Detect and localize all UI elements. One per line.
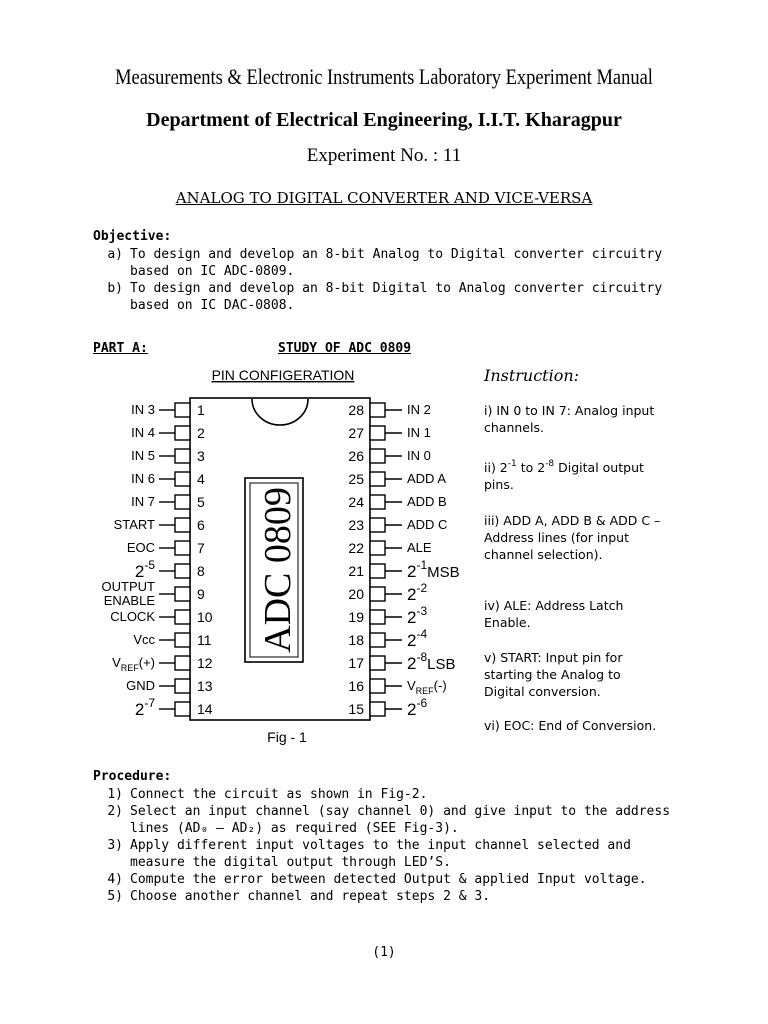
pin-number: 10 — [197, 609, 213, 625]
pin-number: 8 — [197, 563, 205, 579]
pin-pad — [175, 426, 190, 440]
pin-pad — [370, 495, 385, 509]
pin-23 — [348, 517, 447, 533]
pin-label: $V_{REF}(-)$ — [407, 678, 447, 696]
list-text: Connect the circuit as shown in Fig-2. — [130, 787, 428, 802]
pin-number: 25 — [348, 471, 364, 487]
instruction-ii-text: to 2 — [516, 460, 546, 475]
pin-10 — [110, 609, 213, 625]
pin-number: 17 — [348, 655, 364, 671]
pin-number: 13 — [197, 678, 213, 694]
pin-number: 14 — [197, 701, 213, 717]
list-marker: 4) — [107, 872, 123, 887]
list-item — [93, 837, 683, 871]
pin-label: IN 4 — [131, 425, 155, 440]
pin-label: IN 2 — [407, 402, 431, 417]
pin-label-subscript: REF — [415, 686, 434, 696]
pin-pad — [370, 610, 385, 624]
pin-label-exponent: -4 — [416, 627, 428, 641]
procedure-heading: Procedure: — [93, 769, 172, 784]
list-text: Apply different input voltages to the input channel selected and measure the digital output through LED’S. — [130, 838, 631, 870]
pin-label-exponent: -3 — [416, 604, 428, 618]
pin-pad — [370, 541, 385, 555]
objective-heading: Objective: — [93, 229, 172, 244]
pin-number: 24 — [348, 494, 364, 510]
pin-label: $2^{-5}$ — [134, 558, 155, 581]
pin-label: IN 6 — [131, 471, 155, 486]
pin-28 — [348, 402, 430, 418]
list-item — [93, 871, 683, 888]
list-item — [93, 786, 683, 803]
list-item — [93, 803, 683, 837]
pin-16 — [348, 678, 446, 696]
pin-label: EOC — [126, 540, 155, 555]
pin-pad — [175, 679, 190, 693]
pin-label: CLOCK — [110, 609, 155, 624]
figure-title: PIN CONFIGERATION — [211, 367, 355, 383]
pin-label: $2^{-4}$ — [407, 627, 428, 650]
instruction-ii-text: ii) 2 — [484, 460, 508, 475]
pin-label-exponent: -2 — [416, 581, 428, 595]
pin-pad — [175, 587, 190, 601]
pin-number: 4 — [197, 471, 205, 487]
pin-number: 16 — [348, 678, 364, 694]
page-number: (1) — [372, 945, 396, 960]
pin-pad — [370, 403, 385, 417]
pin-label: $V_{REF}(+)$ — [112, 655, 155, 673]
pin-pad — [370, 449, 385, 463]
pin-12 — [112, 655, 213, 673]
manual-title: Measurements & Electronic Instruments Laboratory Experiment Manual — [115, 64, 653, 89]
pin-label-suffix: LSB — [427, 656, 456, 673]
pin-number: 21 — [348, 563, 364, 579]
list-marker: 3) — [107, 838, 123, 853]
pin-label-exponent: -8 — [416, 650, 428, 664]
part-a-title: STUDY OF ADC 0809 — [278, 341, 412, 356]
pin-number: 7 — [197, 540, 205, 556]
pin-label-exponent: -1 — [416, 558, 428, 572]
list-text: To design and develop an 8-bit Analog to Digital converter circuitry based on IC ADC-0809. — [130, 247, 663, 279]
pin-pad — [175, 518, 190, 532]
pin-label: $2^{-7}$ — [134, 696, 155, 719]
list-marker: 1) — [107, 787, 123, 802]
pin-label-exponent: -6 — [416, 696, 428, 710]
pin-22 — [348, 540, 431, 556]
pin-label-suffix: (+) — [138, 655, 155, 670]
pin-number: 5 — [197, 494, 205, 510]
pin-pad — [175, 656, 190, 670]
figure-caption: Fig - 1 — [267, 729, 307, 745]
pin-label: START — [113, 517, 155, 532]
list-item — [93, 888, 683, 905]
pin-number: 18 — [348, 632, 364, 648]
pin-pad — [175, 702, 190, 716]
pin-number: 2 — [197, 425, 205, 441]
pin-26 — [348, 448, 430, 464]
pin-27 — [348, 425, 430, 441]
instruction-ii-exp2: -8 — [545, 459, 555, 469]
pin-13 — [126, 678, 213, 694]
instruction-iv: iv) ALE: Address Latch Enable. — [484, 598, 624, 630]
instruction-ii-exp1: -1 — [507, 459, 517, 469]
pin-pad — [370, 587, 385, 601]
chip-label: ADC 0809 — [257, 487, 299, 653]
pin-number: 27 — [348, 425, 364, 441]
list-marker: 2) — [107, 804, 123, 819]
pin-pad — [175, 403, 190, 417]
pin-pad — [175, 449, 190, 463]
pin-pad — [370, 472, 385, 486]
pin-label: IN 0 — [407, 448, 431, 463]
instruction-ii — [484, 459, 664, 493]
pin-number: 28 — [348, 402, 364, 418]
pin-number: 23 — [348, 517, 364, 533]
pin-label-suffix: (-) — [433, 678, 447, 693]
pin-pad — [370, 518, 385, 532]
pin-label: $2^{-2}$ — [407, 581, 428, 604]
list-marker: b) — [107, 281, 123, 296]
instruction-heading: Instruction: — [484, 366, 580, 385]
experiment-title: ANALOG TO DIGITAL CONVERTER AND VICE-VERSA — [175, 189, 593, 207]
list-text: Select an input channel (say channel 0) and give input to the address lines (AD₀ – AD₂) as required (SEE Fig-3). — [130, 804, 671, 836]
pin-number: 6 — [197, 517, 205, 533]
pin-label-line2: ENABLE — [103, 593, 155, 608]
part-a-label: PART A: — [93, 341, 148, 356]
pin-pad — [175, 633, 190, 647]
instruction-i: i) IN 0 to IN 7: Analog input channels. — [484, 403, 655, 435]
instruction-iii: iii) ADD A, ADD B & ADD C – Address lines (for input channel selection). — [484, 513, 661, 562]
experiment-number: Experiment No. : 11 — [306, 145, 462, 166]
pin-pad — [370, 702, 385, 716]
list-marker: 5) — [107, 889, 123, 904]
pin-label: ALE — [407, 540, 432, 555]
pin-number: 15 — [348, 701, 364, 717]
pin-number: 3 — [197, 448, 205, 464]
pin-number: 22 — [348, 540, 364, 556]
department-title: Department of Electrical Engineering, I.I.T. Kharagpur — [146, 109, 622, 131]
pin-24 — [348, 494, 446, 510]
list-text: To design and develop an 8-bit Digital to Analog converter circuitry based on IC DAC-0808. — [130, 281, 663, 313]
pin-number: 12 — [197, 655, 213, 671]
instruction-vi: vi) EOC: End of Conversion. — [484, 718, 657, 733]
pin-label-suffix: MSB — [427, 564, 460, 581]
pin-label-subscript: REF — [120, 663, 139, 673]
pin-number: 19 — [348, 609, 364, 625]
pin-pad — [370, 426, 385, 440]
list-text: Compute the error between detected Output & applied Input voltage. — [130, 872, 647, 887]
pin-label: $2^{-1}MSB$ — [407, 558, 460, 581]
pin-label: IN 1 — [407, 425, 431, 440]
pin-number: 1 — [197, 402, 205, 418]
pin-label: GND — [126, 678, 155, 693]
pin-pad — [175, 564, 190, 578]
pin-pad — [175, 541, 190, 555]
pin-number: 9 — [197, 586, 205, 602]
pin-label: $2^{-3}$ — [407, 604, 428, 627]
procedure-list — [93, 786, 683, 905]
pin-25 — [348, 471, 446, 487]
pin-pad — [175, 495, 190, 509]
pin-label: $2^{-6}$ — [407, 696, 428, 719]
pin-11 — [133, 632, 211, 648]
pin-label: IN 7 — [131, 494, 155, 509]
pin-label: ADD A — [407, 471, 447, 486]
pin-label: IN 5 — [131, 448, 155, 463]
pin-pad — [370, 656, 385, 670]
pin-label: IN 3 — [131, 402, 155, 417]
instruction-v: v) START: Input pin for starting the Analog to Digital conversion. — [484, 650, 623, 699]
pin-label: OUTPUT — [101, 579, 155, 594]
pin-pad — [370, 679, 385, 693]
pin-pad — [175, 472, 190, 486]
pin-number: 26 — [348, 448, 364, 464]
pin-label: $2^{-8}LSB$ — [407, 650, 456, 673]
pin-number: 20 — [348, 586, 364, 602]
pin-label-exponent: -7 — [144, 696, 155, 710]
pin-pad — [370, 564, 385, 578]
pin-label: ADD C — [407, 517, 448, 532]
pin-label: Vcc — [133, 632, 155, 647]
pin-number: 11 — [197, 632, 212, 648]
pin-label-exponent: -5 — [144, 558, 155, 572]
pin-label: ADD B — [407, 494, 447, 509]
pin-pad — [175, 610, 190, 624]
list-text: Choose another channel and repeat steps 2 & 3. — [130, 889, 491, 904]
pin-pad — [370, 633, 385, 647]
instruction-ii-text: Digital output pins. — [484, 460, 644, 492]
list-marker: a) — [107, 247, 123, 262]
